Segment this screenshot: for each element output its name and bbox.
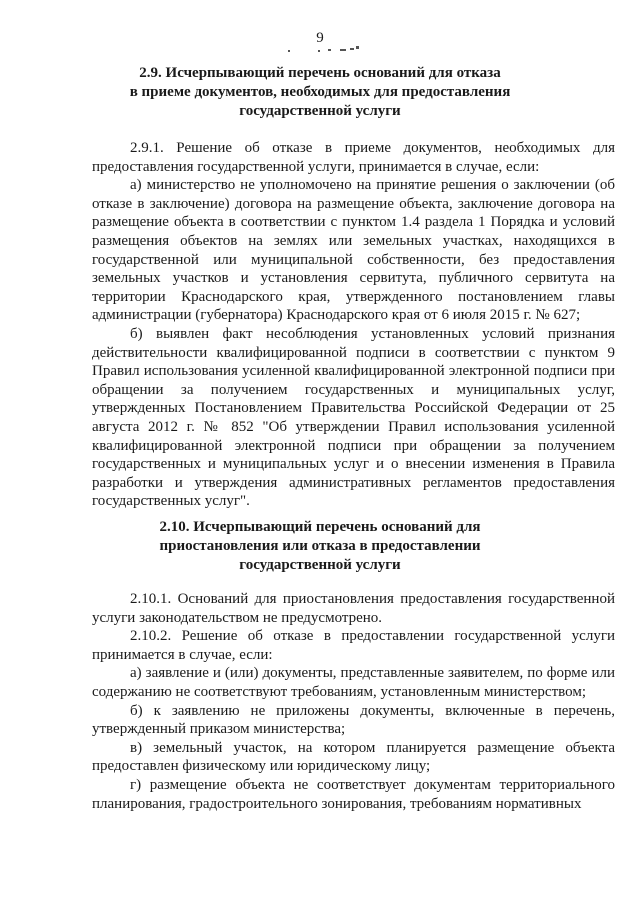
paragraph-2-10-2: 2.10.2. Решение об отказе в предоставлении государственной услуги принимается в случае, если: [92, 628, 615, 663]
section-2-10-body [92, 590, 615, 813]
section-2-9-body [92, 139, 615, 511]
section-2-9-heading [60, 64, 580, 121]
paragraph-2-10-b: б) к заявлению не приложены документы, включенные в перечень, утвержденный приказом министерства; [92, 702, 615, 738]
heading-line: 2.10. Исчерпывающий перечень оснований для [159, 519, 481, 535]
paragraph-2-10-c: в) земельный участок, на котором планируется размещение объекта предоставлен физическому или юридическому лицу; [92, 739, 615, 775]
paragraph-2-10-d: г) размещение объекта не соответствует документам территориального планирования, градостроительного зонирования, требованиям нормативных [92, 776, 615, 812]
paragraph-2-10-a: а) заявление и (или) документы, представленные заявителем, по форме или содержанию не соответствуют требованиям, установленным министерством; [92, 665, 615, 700]
paragraph-2-9-a: а) министерство не уполномочено на принятие решения о заключении (об отказе в заключение) договора на размещение объекта, заключение договора на размещение объекта в соответствии с пунктом 1.4 раздела 1 Порядка и условий размещения объектов на землях или земельных участках, находящихся в государственной или муниципальной собственности, без предоставления земельных участков и установления сервитута, публичного сервитута на территории Краснодарского края, утвержденного постановлением главы администрации (губернатора) Краснодарского края от 6 июля 2015 г. № 627; [92, 177, 615, 324]
scan-artifact-marks [288, 46, 368, 54]
paragraph-2-10-1: 2.10.1. Оснований для приостановления предоставления государственной услуги законодательством не предусмотрено. [92, 591, 615, 626]
heading-line: 2.9. Исчерпывающий перечень оснований для отказа [139, 65, 501, 81]
heading-line: приостановления или отказа в предоставлении [159, 538, 481, 554]
paragraph-2-9-b: б) выявлен факт несоблюдения установленных условий признания действительности квалифицированной подписи в соответствии с пунктом 9 Правил использования усиленной квалифицированной электронной подписи при обращении за получением государственных и муниципальных услуг, утвержденных Постановлением Правительства Российской Федерации от 25 августа 2012 г. № 852 "Об утверждении Правил использования усиленной квалифицированной электронной подписи при обращении за получением государственных и муниципальных услуг и о внесении изменения в Правила разработки и утверждения административных регламентов предоставления государственных услуг". [92, 325, 615, 510]
heading-line: государственной услуги [239, 557, 401, 573]
heading-line: в приеме документов, необходимых для предоставления [129, 84, 511, 100]
paragraph-2-9-1: 2.9.1. Решение об отказе в приеме документов, необходимых для предоставления государственной услуги, принимается в случае, если: [92, 140, 615, 175]
section-2-10-heading [60, 518, 580, 575]
page-number: 9 [316, 30, 324, 46]
heading-line: государственной услуги [239, 103, 401, 119]
